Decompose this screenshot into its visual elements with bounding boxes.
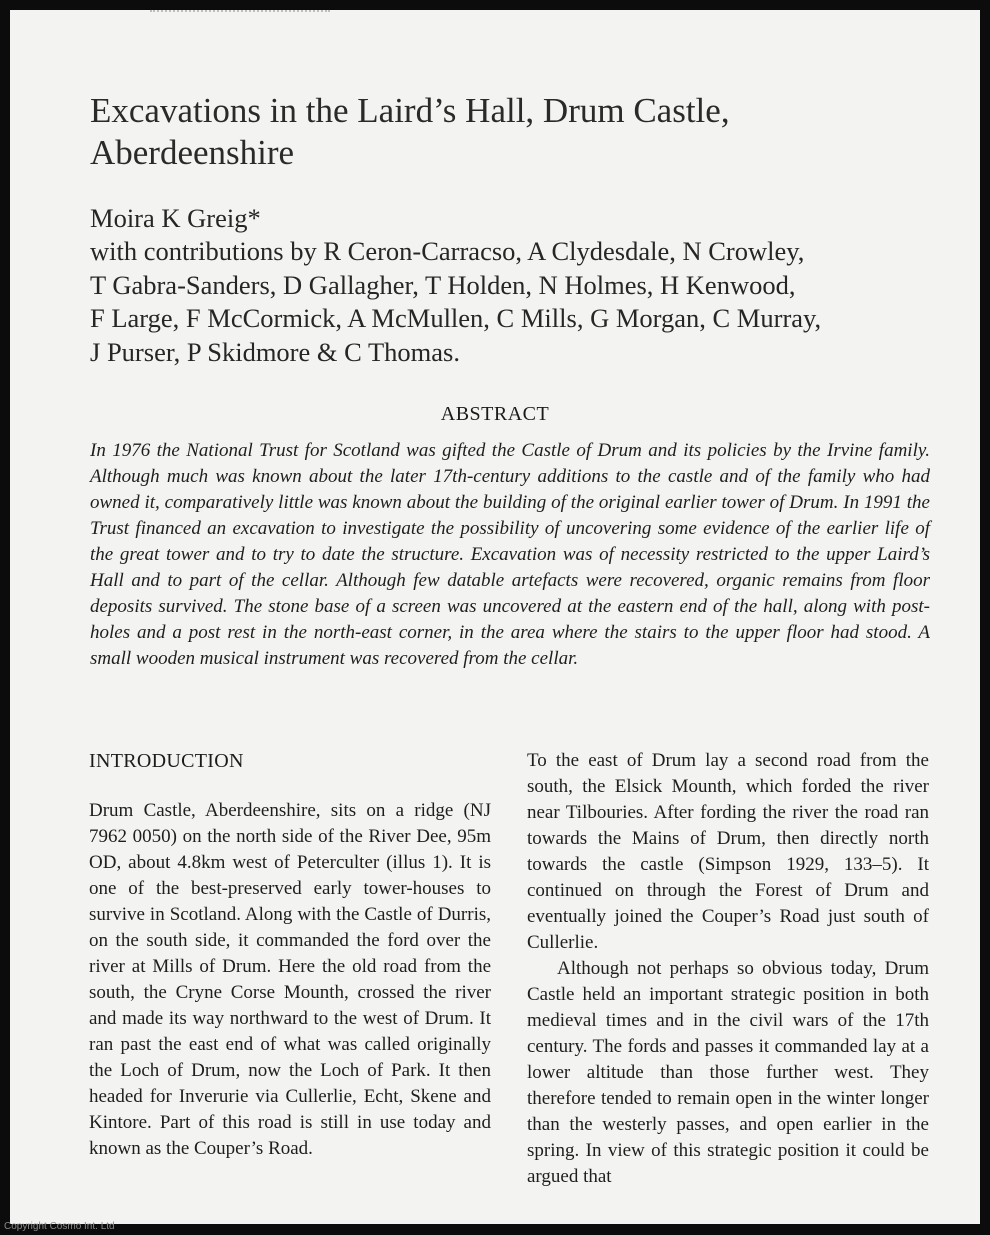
body-paragraph: Drum Castle, Aberdeenshire, sits on a ridge (NJ 7962 0050) on the north side of the River Dee, 95m OD, about 4.8km west of Peterculter (illus 1). It is one of the best-preserved early tower-houses to survive in Scotland. Along with the Castle of Durris, on the south side, it commanded the ford over the river at Mills of Drum. Here the old road from the south, the Cryne Corse Mounth, crossed the river and made its way northward to the west of Drum. It ran past the east end of what was called originally the Loch of Drum, now the Loch of Park. It then headed for Inverurie via Cullerlie, Echt, Skene and Kintore. Part of this road is still in use today and known as the Couper’s Road. <box>89 800 491 1159</box>
introduction-heading: INTRODUCTION <box>89 750 244 772</box>
author-line: Moira K Greig* <box>90 203 261 233</box>
copyright-watermark: Copyright Cosmo Int. Ltd <box>4 1221 115 1232</box>
author-line: with contributions by R Ceron-Carracso, A Clydesdale, N Crowley, <box>90 236 805 267</box>
abstract-text: In 1976 the National Trust for Scotland was gifted the Castle of Drum and its policies by the Irvine family. Although much was known about the later 17th-century additions to the castle and of the family who had owned it, comparatively little was known about the building of the original earlier tower of Drum. In 1991 the Trust financed an excavation to investigate the possibility of uncovering some evidence of the earlier life of the great tower and to try to date the structure. Excavation was of necessity restricted to the upper Laird’s Hall and to part of the cellar. Although few datable artefacts were recovered, organic remains from floor deposits survived. The stone base of a screen was uncovered at the eastern end of the hall, along with post-holes and a post rest in the north-east corner, in the area where the stairs to the upper floor had stood. A small wooden musical instrument was recovered from the cellar. <box>90 440 930 669</box>
author-block <box>90 202 950 369</box>
article-title: Excavations in the Laird’s Hall, Drum Castle, Aberdeenshire <box>90 91 730 172</box>
right-column <box>527 748 929 1190</box>
body-paragraph: To the east of Drum lay a second road from the south, the Elsick Mounth, which forded the river near Tilbouries. After fording the river the road ran towards the Mains of Drum, then directly north towards the castle (Simpson 1929, 133–5). It continued on through the Forest of Drum and eventually joined the Couper’s Road just south of Cullerlie. <box>527 750 929 953</box>
left-column <box>89 798 491 1162</box>
author-line: J Purser, P Skidmore & C Thomas. <box>90 336 460 367</box>
author-line: T Gabra-Sanders, D Gallagher, T Holden, N Holmes, H Kenwood, <box>90 269 796 300</box>
abstract-heading: ABSTRACT <box>440 403 550 425</box>
running-header-fragment <box>150 10 330 16</box>
scanned-page <box>10 10 980 1224</box>
author-line: F Large, F McCormick, A McMullen, C Mills, G Morgan, C Murray, <box>90 303 822 334</box>
body-paragraph: Although not perhaps so obvious today, Drum Castle held an important strategic position in both medieval times and in the civil wars of the 17th century. The fords and passes it commanded lay at a lower altitude than those further west. They therefore tended to remain open in the winter longer than the westerly passes, and open earlier in the spring. In view of this strategic position it could be argued that <box>527 958 929 1187</box>
